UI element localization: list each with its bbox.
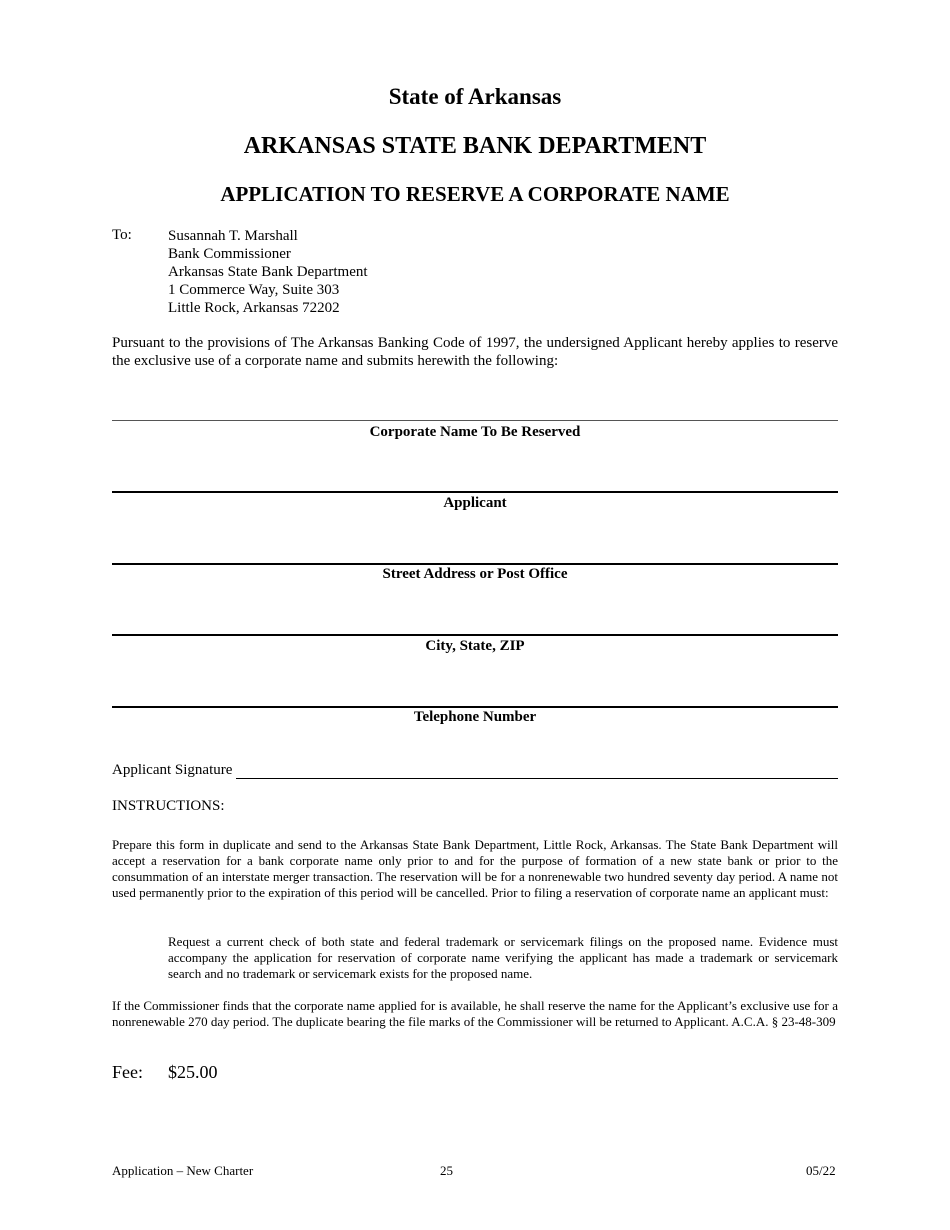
city-state-zip-label: City, State, ZIP <box>425 638 525 654</box>
instructions-heading: INSTRUCTIONS: <box>112 798 225 814</box>
recipient-name: Susannah T. Marshall <box>168 228 298 244</box>
form-title: APPLICATION TO RESERVE A CORPORATE NAME <box>220 182 730 206</box>
corporate-name-label: Corporate Name To Be Reserved <box>369 424 581 440</box>
corporate-name-field[interactable] <box>112 420 838 421</box>
signature-line[interactable] <box>236 764 838 779</box>
fee-label: Fee: <box>112 1062 143 1082</box>
signature-label: Applicant Signature <box>112 762 233 778</box>
footer-form-name: Application – New Charter <box>112 1163 254 1178</box>
state-title: State of Arkansas <box>388 84 562 109</box>
street-address-field[interactable] <box>112 563 838 565</box>
to-label: To: <box>112 227 132 243</box>
city-state-zip-field[interactable] <box>112 634 838 636</box>
fee-amount: $25.00 <box>168 1062 218 1082</box>
instructions-paragraph-2: Request a current check of both state and federal trademark or servicemark filings on the proposed name. Evidence must accompany the application for reservation of corporate name verifying the applicant has made a trademark or servicemark search and no trademark or servicemark exists for the proposed name. <box>168 934 838 981</box>
instructions-paragraph-3: If the Commissioner finds that the corporate name applied for is available, he shall reserve the name for the Applicant’s exclusive use for a nonrenewable 270 day period. The duplicate bearing the file marks of the Commissioner will be returned to Applicant. A.C.A. § 23-48-309 <box>112 998 838 1029</box>
recipient-title: Bank Commissioner <box>168 246 291 262</box>
intro-paragraph: Pursuant to the provisions of The Arkansas Banking Code of 1997, the undersigned Applicant hereby applies to reserve the exclusive use of a corporate name and submits herewith the following: <box>112 335 838 369</box>
telephone-label: Telephone Number <box>413 709 537 725</box>
department-title: ARKANSAS STATE BANK DEPARTMENT <box>243 133 707 159</box>
recipient-city: Little Rock, Arkansas 72202 <box>168 300 340 316</box>
applicant-field[interactable] <box>112 491 838 493</box>
fee-row <box>112 1062 218 1083</box>
footer-page-number: 25 <box>440 1163 453 1178</box>
applicant-label: Applicant <box>443 495 507 511</box>
signature-row <box>112 762 838 779</box>
recipient-street: 1 Commerce Way, Suite 303 <box>168 282 340 298</box>
instructions-paragraph-1: Prepare this form in duplicate and send to the Arkansas State Bank Department, Little Rock, Arkansas. The State Bank Department will accept a reservation for a bank corporate name only prior to and for the purpose of formation of a new state bank or prior to the consummation of an interstate merger transaction. The reservation will be for a nonrenewable two hundred seventy day period. A name not used permanently prior to the expiration of this period will be cancelled. Prior to filing a reservation of corporate name an applicant must: <box>112 837 838 900</box>
footer-date: 05/22 <box>806 1163 836 1178</box>
recipient-address <box>168 227 368 317</box>
street-address-label: Street Address or Post Office <box>382 566 568 582</box>
recipient-department: Arkansas State Bank Department <box>168 264 368 280</box>
telephone-field[interactable] <box>112 706 838 708</box>
